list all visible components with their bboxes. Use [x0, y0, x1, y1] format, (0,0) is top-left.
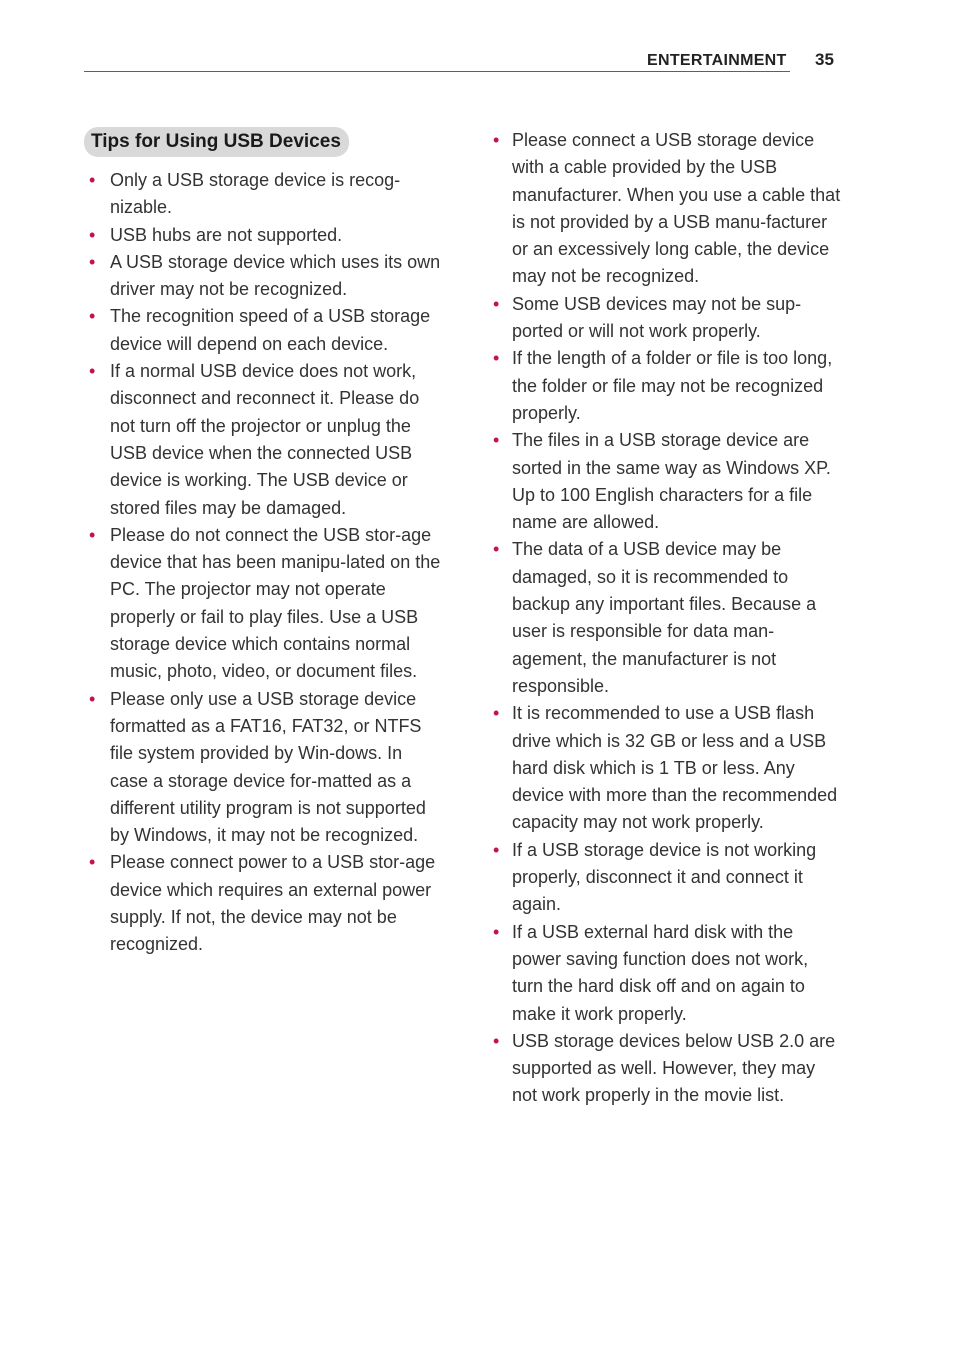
section-label: ENTERTAINMENT: [647, 52, 787, 69]
list-item: • The data of a USB device may be damaged, so it is recommended to backup any important files. Because a user is responsible for data man-agement, the manufacturer is not responsible.: [493, 536, 843, 700]
list-item: • Please do not connect the USB stor-age device that has been manipu-lated on the PC. The projector may not operate properly or fail to play files. Use a USB storage device which contains normal music, photo, video, or document files.: [84, 522, 444, 686]
list-item: • If a USB storage device is not working properly, disconnect it and connect it again.: [493, 837, 843, 919]
section-heading: Tips for Using USB Devices: [84, 127, 349, 157]
list-item: • If a USB external hard disk with the power saving function does not work, turn the hard disk off and on again to make it work properly.: [493, 919, 843, 1028]
list-item: • It is recommended to use a USB flash drive which is 32 GB or less and a USB hard disk which is 1 TB or less. Any device with more than the recommended capacity may not work properly.: [493, 700, 843, 836]
list-item: • Please connect power to a USB stor-age device which requires an external power supply. If not, the device may not be recognized.: [84, 849, 444, 958]
tips-list-left: [84, 167, 444, 959]
list-item: • USB hubs are not supported.: [84, 222, 444, 249]
tips-list-right: [493, 127, 843, 1110]
header-rule: [84, 71, 790, 72]
list-item: • Please connect a USB storage device with a cable provided by the USB manufacturer. When you use a cable that is not provided by a USB manu-facturer or an excessively long cable, the device may not be recognized.: [493, 127, 843, 291]
right-column: [493, 127, 843, 1110]
list-item: • Some USB devices may not be sup-ported or will not work properly.: [493, 291, 843, 346]
page-number: 35: [815, 50, 834, 69]
list-item: • Only a USB storage device is recog-nizable.: [84, 167, 444, 222]
list-item: • USB storage devices below USB 2.0 are supported as well. However, they may not work properly in the movie list.: [493, 1028, 843, 1110]
list-item: • If a normal USB device does not work, disconnect and reconnect it. Please do not turn off the projector or unplug the USB device when the connected USB device is working. The USB device or stored files may be damaged.: [84, 358, 444, 522]
left-column: [84, 127, 444, 959]
list-item: • Please only use a USB storage device formatted as a FAT16, FAT32, or NTFS file system provided by Win-dows. In case a storage device for-matted as a different utility program is not supported by Windows, it may not be recognized.: [84, 686, 444, 850]
list-item: • The files in a USB storage device are sorted in the same way as Windows XP. Up to 100 English characters for a file name are allowed.: [493, 427, 843, 536]
list-item: • If the length of a folder or file is too long, the folder or file may not be recognized properly.: [493, 345, 843, 427]
list-item: • A USB storage device which uses its own driver may not be recognized.: [84, 249, 444, 304]
list-item: • The recognition speed of a USB storage device will depend on each device.: [84, 303, 444, 358]
